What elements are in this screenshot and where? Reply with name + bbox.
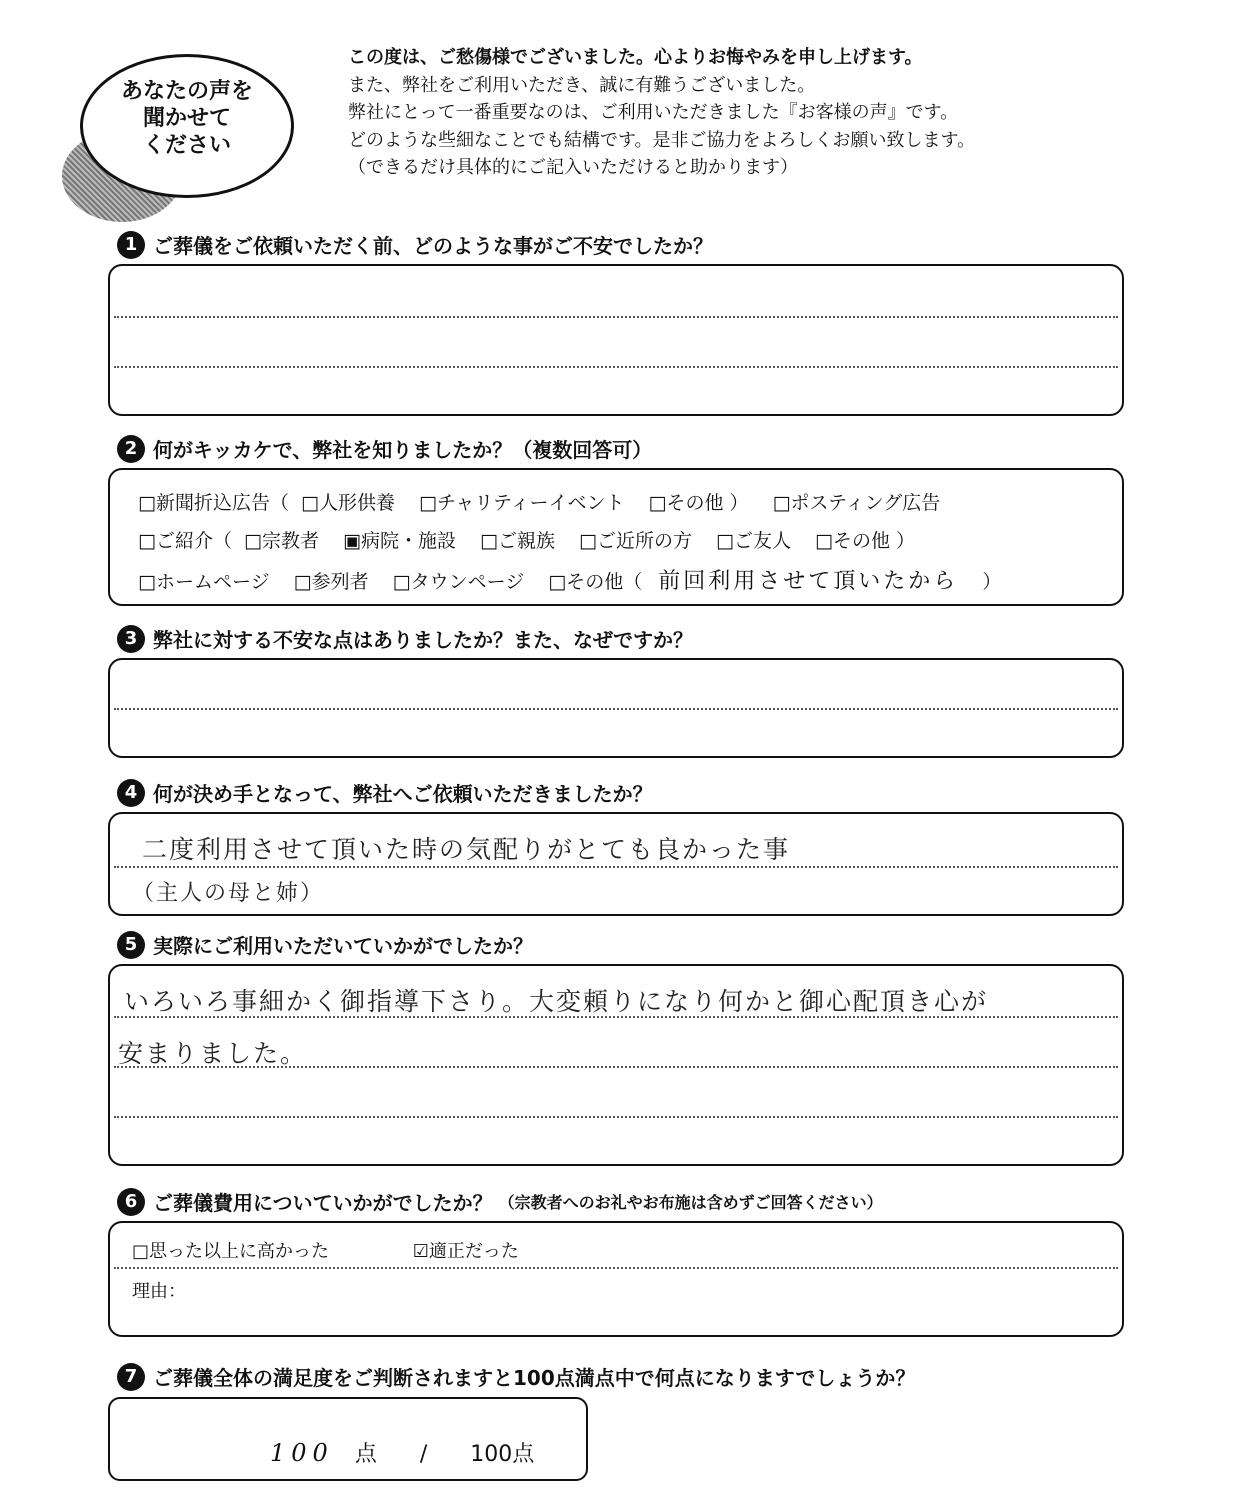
q5-answer-line-2: 安まりました。 [118,1039,308,1068]
q3-title: 弊社に対する不安な点はありましたか？また、なぜですか？ [153,628,693,652]
q7-score-max: 100点 [470,1442,535,1467]
intro-text [348,44,1208,182]
q3-heading [117,624,693,653]
bubble-line-3: ください [142,133,231,158]
q7-score [270,1437,534,1468]
q5-answer-line-1: いろいろ事細かく御指導下さり。大変頼りになり何かと御心配頂き心が [124,987,989,1016]
intro-line-4: どのような些細なことでも結構です。是非ご協力をよろしくお願い致します。 [348,129,976,151]
q4-heading [117,778,653,807]
q2-opt-referral[interactable]: □ご紹介（ [138,530,232,552]
q4-line-1 [114,866,1118,868]
q2-opt-other-1[interactable]: □その他 ） [648,492,749,514]
q6-options [132,1237,525,1263]
q2-other-close: ） [982,571,1002,593]
voice-bubble [58,48,308,218]
q2-opt-clergy[interactable]: □宗教者 [244,530,319,552]
q5-title: 実際にご利用いただいていかがでしたか？ [153,934,533,958]
q1-heading [117,230,713,259]
q6-opt-expensive[interactable]: □思った以上に高かった [132,1241,330,1262]
q4-answer-box[interactable] [108,812,1124,916]
q7-number: 7 [117,1363,145,1391]
q2-opt-doll-memorial[interactable]: □人形供養 [301,492,395,514]
q2-row-2 [138,526,921,553]
q1-number: 1 [117,231,145,259]
bubble-line-2: 聞かせて [142,106,231,131]
q1-title: ご葬儀をご依頼いただく前、どのような事がご不安でしたか？ [153,234,713,258]
q6-subtitle: （宗教者へのお礼やお布施は含めずご回答ください） [498,1193,883,1212]
q2-number: 2 [117,435,145,463]
intro-line-2: また、弊社をご利用いただき、誠に有難うございました。 [348,74,816,96]
q2-opt-homepage[interactable]: □ホームページ [138,571,270,593]
q6-number: 6 [117,1188,145,1216]
q2-opt-charity-event[interactable]: □チャリティーイベント [419,492,625,514]
q3-number: 3 [117,625,145,653]
q7-score-unit: 点 [354,1442,377,1467]
q2-opt-posting[interactable]: □ポスティング広告 [772,492,941,514]
q2-opt-friends[interactable]: □ご友人 [716,530,791,552]
q2-opt-other-2[interactable]: □その他 ） [815,530,915,552]
q3-answer-box[interactable] [108,658,1124,758]
q2-opt-other-3[interactable]: □その他（ [548,571,643,593]
q6-line-1 [114,1267,1118,1269]
q2-opt-relatives[interactable]: □ご親族 [480,530,555,552]
q6-answer-box [108,1221,1124,1337]
q5-answer-box[interactable] [108,964,1124,1166]
q1-line-2 [114,366,1118,368]
q6-reason-label: 理由： [132,1281,186,1302]
q6-heading [117,1187,883,1216]
q2-heading [117,434,652,463]
q2-other-handwritten: 前回利用させて頂いたから [658,569,959,594]
intro-line-3: 弊社にとって一番重要なのは、ご利用いただきました『お客様の声』です。 [348,102,959,123]
q5-line-3 [114,1116,1118,1118]
q7-title: ご葬儀全体の満足度をご判断されますと100点満点中で何点になりますでしょうか？ [153,1366,916,1390]
q7-heading [117,1362,915,1391]
q4-title: 何が決め手となって、弊社へご依頼いただきましたか？ [153,782,653,806]
q4-answer-line-1: 二度利用させて頂いた時の気配りがとても良かった事 [142,835,791,864]
q2-row-3 [138,564,1007,595]
q1-answer-box[interactable] [108,264,1124,416]
q2-opt-attendee[interactable]: □参列者 [293,571,369,593]
q2-opt-newspaper[interactable]: □新聞折込広告（ [138,492,289,514]
q4-number: 4 [117,779,145,807]
q2-row-1 [138,488,946,515]
intro-line-5: （できるだけ具体的にご記入いただけると助かります） [348,157,798,178]
q1-line-1 [114,316,1118,318]
q6-title: ご葬儀費用についていかがでしたか？ [153,1191,493,1215]
q5-heading [117,930,533,959]
q2-opt-hospital[interactable]: ▣病院・施設 [343,530,456,552]
bubble-line-1: あなたの声を [120,79,253,104]
q2-options-box [108,468,1124,606]
q2-opt-neighbors[interactable]: □ご近所の方 [579,530,692,552]
q2-opt-town-page[interactable]: □タウンページ [392,571,525,593]
q3-line-1 [114,708,1118,710]
q5-number: 5 [117,931,145,959]
intro-line-1: この度は、ご愁傷様でございました。心よりお悔やみを申し上げます。 [348,47,923,68]
q2-title: 何がキッカケで、弊社を知りましたか？（複数回答可） [153,438,653,462]
q4-answer-line-2: （主人の母と姉） [132,881,325,906]
bubble-text [80,78,294,159]
q6-opt-appropriate[interactable]: ☑適正だった [412,1241,519,1262]
q7-score-handwritten: 100 [270,1439,334,1467]
q7-score-separator: / [419,1442,428,1467]
